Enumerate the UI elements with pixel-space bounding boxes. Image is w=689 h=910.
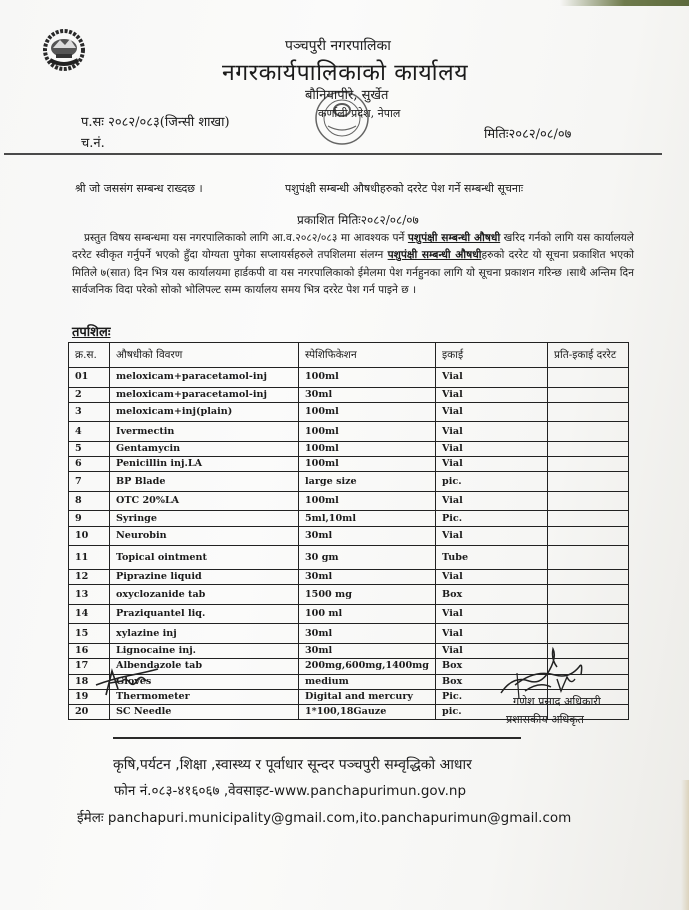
cell-sn: 20 [69,705,110,720]
cell-unit: Box [436,659,548,674]
cell-description: Topical ointment [110,546,299,570]
table-row [69,546,629,570]
cell-unit: Vial [436,441,548,456]
cell-description: Gentamycin [110,441,299,456]
cell-specification: 30ml [299,387,436,402]
cell-sn: 19 [69,689,110,704]
table-row [69,526,629,546]
cell-specification: 30ml [299,643,436,658]
cell-description: Piprazine liquid [110,570,299,585]
cell-sn: 01 [69,368,110,388]
cell-sn: 5 [69,441,110,456]
cell-specification: 100ml [299,402,436,422]
cell-sn: 13 [69,585,110,605]
body-text-part: खरिद गर्नको लागि यस कार्यालयले दररेट स्वीकृत गर्नुपर्ने भएको हुँदा योग्यता पुगेका सप्लायर्सहरुले तपशिलमा संलग्न [72,232,634,262]
cell-sn: 10 [69,526,110,546]
office-address-line1: बौनियापीरे, सुर्खेत [305,88,389,103]
cell-specification: Digital and mercury [299,689,436,704]
table-row [69,387,629,402]
cell-description: Penicillin inj.LA [110,457,299,472]
column-header-sn: क्र.स. [69,343,110,368]
schedule-label: तपशिलः [72,325,111,340]
cell-description: Neurobin [110,526,299,546]
cell-specification: 1*100,18Gauze [299,705,436,720]
table-row [69,624,629,644]
municipality-name: पञ्चपुरी नगरपालिका [285,38,391,54]
footer-divider [113,737,521,739]
column-header-description: औषधीको विवरण [110,343,299,368]
cell-description: meloxicam+paracetamol-inj [110,387,299,402]
cell-sn: 14 [69,604,110,624]
cell-unit: Vial [436,457,548,472]
cell-rate[interactable] [548,368,629,388]
cell-specification: 100ml [299,422,436,442]
cell-description: OTC 20%LA [110,491,299,511]
cell-description: Thermometer [110,689,299,704]
letter-date: मितिः२०८२/०८/०७ [484,127,572,142]
cell-specification: 200mg,600mg,1400mg [299,659,436,674]
cell-sn: 17 [69,659,110,674]
cell-specification: 5ml,10ml [299,511,436,526]
cell-sn: 11 [69,546,110,570]
published-date: प्रकाशित मितिः२०८२/०८/०७ [297,213,419,227]
cell-sn: 4 [69,422,110,442]
cell-sn: 8 [69,491,110,511]
cell-specification: 100ml [299,441,436,456]
table-row [69,604,629,624]
cell-rate[interactable] [548,491,629,511]
cell-specification: 1500 mg [299,585,436,605]
cell-unit: Box [436,585,548,605]
cell-sn: 2 [69,387,110,402]
cell-rate[interactable] [548,422,629,442]
cell-unit: Vial [436,624,548,644]
cell-description: xylazine inj [110,624,299,644]
cell-rate[interactable] [548,402,629,422]
footer-motto: कृषि,पर्यटन ,शिक्षा ,स्वास्थ्य र पूर्वाधार सून्दर पञ्चपुरी सम्वृद्धिको आधार [113,757,472,773]
signatory-name: गणेश प्रसाद अधिकारी [513,695,601,708]
cell-unit: Vial [436,402,548,422]
cell-unit: Tube [436,546,548,570]
reference-number: प.सः २०८२/०८३(जिन्सी शाखा) [81,115,230,130]
cell-unit: pic. [436,705,548,720]
table-row [69,441,629,456]
cell-rate[interactable] [548,570,629,585]
cell-specification: 30ml [299,570,436,585]
cell-specification: 100 ml [299,604,436,624]
cell-sn: 16 [69,643,110,658]
cell-sn: 9 [69,511,110,526]
cell-description: Ivermectin [110,422,299,442]
cell-rate[interactable] [548,604,629,624]
cell-specification: 30ml [299,624,436,644]
cell-unit: Vial [436,368,548,388]
cell-description: Gloves [110,674,299,689]
notice-subject: पशुपंक्षी सम्बन्धी औषधीहरुको दररेट पेश गर्ने सम्बन्धी सूचनाः [285,182,524,195]
body-text-part: प्रस्तुत विषय सम्बन्धमा यस नगरपालिकाको लागि आ.व.२०८२/०८३ मा आवश्यक पर्ने [84,232,408,244]
cell-description: oxyclozanide tab [110,585,299,605]
cell-rate[interactable] [548,457,629,472]
nepal-government-emblem-icon [42,28,86,72]
body-emphasis: पशुपंक्षी सम्बन्धी औषधी [407,232,501,244]
cell-sn: 3 [69,402,110,422]
cell-description: BP Blade [110,472,299,492]
cell-unit: Vial [436,526,548,546]
cell-sn: 6 [69,457,110,472]
cell-unit: Vial [436,387,548,402]
cell-specification: large size [299,472,436,492]
cell-sn: 15 [69,624,110,644]
table-header-row [69,343,629,368]
cell-specification: 100ml [299,368,436,388]
office-address-line2: कर्णाली प्रदेश, नेपाल [318,107,401,120]
table-row [69,402,629,422]
cell-description: SC Needle [110,705,299,720]
cell-unit: Pic. [436,689,548,704]
cell-description: Syringe [110,511,299,526]
table-row [69,368,629,388]
cell-unit: Vial [436,570,548,585]
cell-sn: 18 [69,674,110,689]
cell-sn: 7 [69,472,110,492]
cell-rate[interactable] [548,546,629,570]
dispatch-number: च.नं. [81,136,105,151]
cell-rate[interactable] [548,387,629,402]
cell-description: Albendazole tab [110,659,299,674]
cell-description: Lignocaine inj. [110,643,299,658]
cell-rate[interactable] [548,472,629,492]
table-row [69,472,629,492]
table-row [69,491,629,511]
cell-unit: Vial [436,422,548,442]
cell-unit: Vial [436,643,548,658]
cell-rate[interactable] [548,441,629,456]
table-row [69,457,629,472]
notice-body [72,230,634,300]
initials-signature-icon [92,665,162,699]
column-header-unit: इकाई [436,343,548,368]
table-row [69,422,629,442]
cell-specification: medium [299,674,436,689]
cell-unit: Vial [436,491,548,511]
body-text-part: हरुको दररेट यो सूचना प्रकाशित भएको मितिले ७(सात) दिन भित्र यस कार्यालयमा हार्डकपी वा यस नगरपालिकाको ईमेलमा पेश गर्नहुनका लागि यो सूचना प्रकाशन गरिन्छ ।साथै अन्तिम दिन सार्वजनिक विदा परेको सोको भोलिपल्ट सम्म कार्यालय समय भित्र दररेट पेश गर्न पाइने छ । [72,249,634,297]
footer-contact: फोन नं.०८३-४१६०६७ ,वेवसाइट-www.panchapurimun.gov.np [114,783,467,799]
cell-description: meloxicam+inj(plain) [110,402,299,422]
table-row [69,585,629,605]
background-edge [560,0,689,6]
cell-rate[interactable] [548,624,629,644]
signatory-designation: प्रशासकीय अधिकृत [506,713,584,726]
column-header-specification: स्पेशिफिकेशन [299,343,436,368]
addressee: श्री जो जससंग सम्बन्ध राख्दछ । [75,182,203,195]
cell-description: meloxicam+paracetamol-inj [110,368,299,388]
office-title: नगरकार्यपालिकाको कार्यालय [222,60,469,86]
cell-rate[interactable] [548,585,629,605]
cell-specification: 30ml [299,526,436,546]
cell-specification: 100ml [299,491,436,511]
cell-rate[interactable] [548,511,629,526]
column-header-rate: प्रति-इकाई दररेट [548,343,629,368]
cell-unit: pic. [436,472,548,492]
header-divider [4,153,662,155]
cell-description: Praziquantel liq. [110,604,299,624]
paper-edge-shadow [681,780,689,910]
cell-rate[interactable] [548,526,629,546]
cell-sn: 12 [69,570,110,585]
cell-specification: 30 gm [299,546,436,570]
cell-unit: Pic. [436,511,548,526]
table-row [69,511,629,526]
cell-unit: Box [436,674,548,689]
cell-unit: Vial [436,604,548,624]
body-emphasis: पशुपंक्षी सम्बन्धी औषधी [387,249,482,262]
cell-specification: 100ml [299,457,436,472]
table-row [69,570,629,585]
footer-email: ईमेलः panchapuri.municipality@gmail.com,ito.panchapurimun@gmail.com [77,810,572,826]
